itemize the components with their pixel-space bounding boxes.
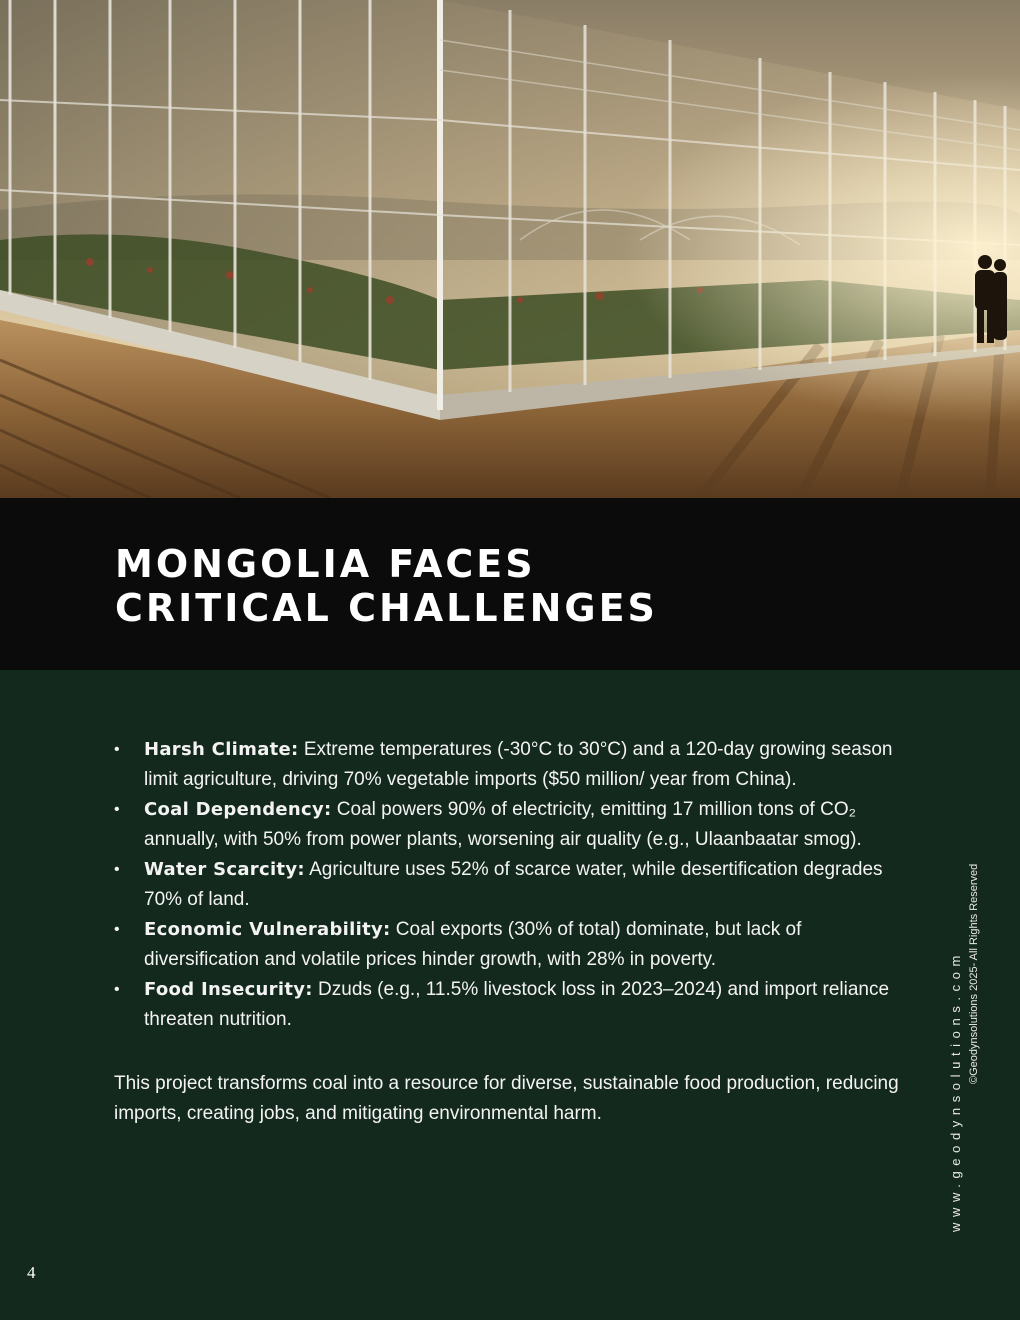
bullet-icon: •	[114, 861, 120, 878]
challenge-text: Coal powers 90% of electricity, emitting 17 million tons of CO₂ annually, with 50% from power plants, worsening air quality (e.g., Ulaanbaatar smog).	[144, 799, 862, 850]
challenge-text: Dzuds (e.g., 11.5% livestock loss in 2023–2024) and import reliance threaten nutrition.	[144, 979, 890, 1030]
challenge-label: Food Insecurity:	[144, 979, 313, 1000]
bullet-icon: •	[114, 921, 120, 938]
bullet-icon: •	[114, 981, 120, 998]
challenge-item	[114, 735, 904, 795]
summary-paragraph: This project transforms coal into a resource for diverse, sustainable food production, reducing imports, creating jobs, and mitigating environmental harm.	[114, 1073, 899, 1124]
challenge-item	[114, 975, 904, 1035]
challenge-label: Harsh Climate:	[144, 739, 299, 760]
challenge-label: Coal Dependency:	[144, 799, 332, 820]
greenhouse-photo-graphic	[0, 0, 1020, 498]
challenge-text: Coal exports (30% of total) dominate, but lack of diversification and volatile prices hinder growth, with 28% in poverty.	[144, 919, 802, 970]
challenge-item	[114, 855, 904, 915]
title-band	[0, 498, 1020, 670]
challenge-text: Extreme temperatures (-30°C to 30°C) and a 120-day growing season limit agriculture, driving 70% vegetable imports ($50 million/ year from China).	[144, 739, 893, 790]
content	[114, 735, 904, 1129]
page-title-line-1: MONGOLIA FACES	[115, 542, 536, 586]
copyright-notice: ©Geodynsolutions 2025- All Rights Reserved	[968, 863, 980, 1084]
challenge-item	[114, 795, 904, 855]
challenge-item	[114, 915, 904, 975]
website-url: www.geodynsolutions.com	[948, 950, 963, 1232]
challenge-text: Agriculture uses 52% of scarce water, while desertification degrades 70% of land.	[144, 859, 883, 910]
page-number: 4	[27, 1263, 36, 1282]
page-title	[115, 542, 658, 630]
page-title-line-2: CRITICAL CHALLENGES	[115, 586, 658, 630]
challenge-label: Economic Vulnerability:	[144, 919, 391, 940]
bullet-icon: •	[114, 741, 120, 758]
greenhouse-photo	[0, 0, 1020, 498]
challenge-label: Water Scarcity:	[144, 859, 305, 880]
bullet-icon: •	[114, 801, 120, 818]
challenge-list	[114, 735, 904, 1035]
